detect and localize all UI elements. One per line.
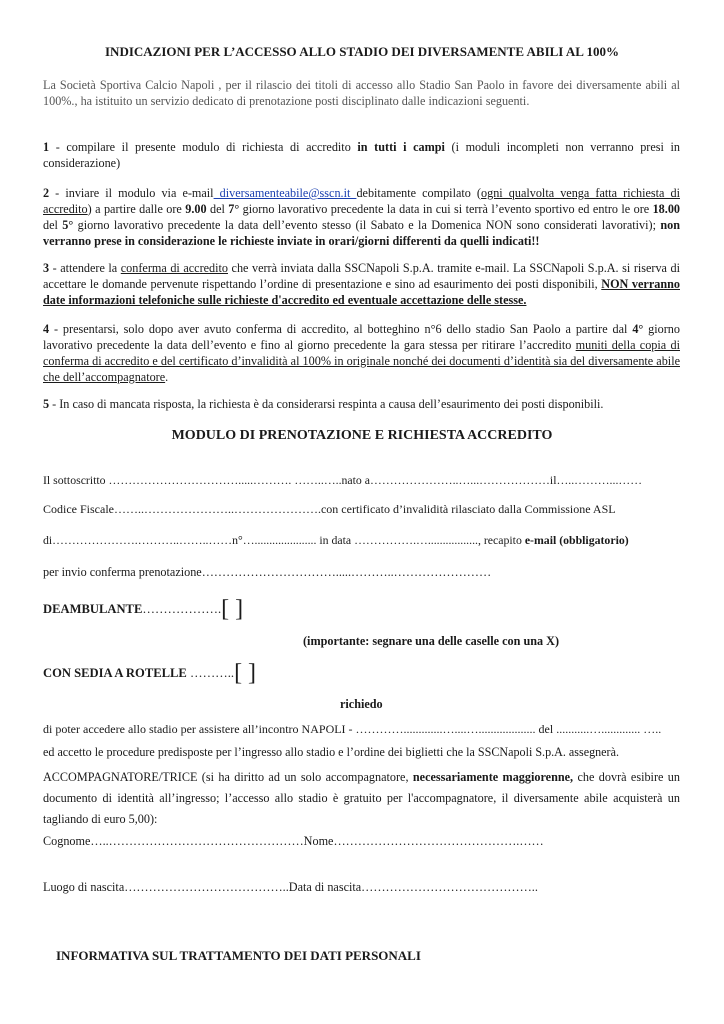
step-4: 4 - presentarsi, solo dopo aver avuto conferma di accredito, al botteghino n°6 dello stadio San Paolo a partire dal 4° giorno lavorativo precedente la data dell’evento e fino al giorno precedente la gara stessa per ritirare l’accredito muniti della copia di conferma di accredito e del certificato d’invalidità al 100% in originale nonché dei documenti d’identità sia del diversamente abile che dell’accompagnatore.: [43, 322, 680, 384]
field-cognome-nome[interactable]: Cognome…..…………………………………………Nome……………………………………….……: [43, 834, 544, 848]
accompagnatore-paragraph: ACCOMPAGNATORE/TRICE (si ha diritto ad un solo accompagnatore, necessariamente maggiorenne, che dovrà esibire un documento di identità all’ingresso; l’accesso allo stadio è gratuito per l'accompagnatore, il diversamente abile acquisterà un tagliando di euro 5,00):: [43, 770, 680, 826]
field-recapito[interactable]: di………………….………..……..……n°…..................... in data …………….…................., recapito e-mail (obbligatorio): [43, 533, 629, 547]
page-title: INDICAZIONI PER L’ACCESSO ALLO STADIO DEI DIVERSAMENTE ABILI AL 100%: [105, 44, 619, 59]
checkbox-sedia-rotelle[interactable]: [ ]: [234, 660, 257, 686]
form-title: MODULO DI PRENOTAZIONE E RICHIESTA ACCREDITO: [171, 428, 553, 443]
field-sottoscritto[interactable]: Il sottoscritto …………………………….....………. ……..…..nato a…………………..…...………………il…..………...……: [43, 473, 643, 487]
option-deambulante[interactable]: DEAMBULANTE……………….[ ]: [43, 596, 244, 622]
step-5: 5 - In caso di mancata risposta, la richiesta è da considerarsi respinta a causa dell’esaurimento dei posti disponibili.: [43, 397, 604, 411]
accept-line: ed accetto le procedure predisposte per l’ingresso allo stadio e l’ordine dei biglietti che la SSCNapoli S.p.A. assegnerà.: [43, 745, 619, 759]
option-sedia-rotelle[interactable]: CON SEDIA A ROTELLE ………..[ ]: [43, 660, 257, 686]
important-note: (importante: segnare una delle caselle con una X): [303, 634, 560, 648]
intro-paragraph: La Società Sportiva Calcio Napoli , per il rilascio dei titoli di accesso allo Stadio San Paolo in favore dei diversamente abili al 100%., ha istituito un servizio dedicato di prenotazione posti disciplinato dalle indicazioni seguenti.: [43, 78, 680, 108]
field-incontro[interactable]: di poter accedere allo stadio per assistere all’incontro NAPOLI - ………….............…....…................... del ...........…............. …..: [43, 722, 662, 736]
field-codice-fiscale[interactable]: Codice Fiscale……..…………………..………………….con certificato d’invalidità rilasciato dalla Commissione ASL: [43, 502, 616, 516]
checkbox-deambulante[interactable]: [ ]: [221, 596, 244, 622]
field-invio-conferma[interactable]: per invio conferma prenotazione…………………………….....………..……………………: [43, 565, 492, 579]
step-1: 1 - compilare il presente modulo di richiesta di accredito in tutti i campi (i moduli incompleti non verranno presi in considerazione): [43, 140, 680, 170]
field-luogo-data-nascita[interactable]: Luogo di nascita…………………………………..Data di nascita……………………………………..: [43, 880, 538, 894]
step-2: 2 - inviare il modulo via e-mail diversamenteabile@sscn.it debitamente compilato (ogni qualvolta venga fatta richiesta di accredito) a partire dalle ore 9.00 del 7° giorno lavorativo precedente la data in cui si terrà l’evento sportivo ed entro le ore 18.00 del 5° giorno lavorativo precedente la data dell’evento stesso (il Sabato e la Domenica NON sono considerati lavorativi); non verranno prese in considerazione le richieste inviate in orari/giorni differenti da quelli indicati!!: [43, 186, 681, 248]
informativa-title: INFORMATIVA SUL TRATTAMENTO DEI DATI PERSONALI: [56, 948, 421, 963]
richiedo-label: richiedo: [340, 697, 383, 711]
step-3: 3 - attendere la conferma di accredito che verrà inviata dalla SSCNapoli S.p.A. tramite e-mail. La SSCNapoli S.p.A. si riserva di accettare le domande pervenute rispettando l’ordine di presentazione e sino ad esaurimento dei posti disponibili, NON verranno date informazioni telefoniche sulle richieste d'accredito ed eventuale accettazione delle stesse.: [43, 261, 680, 307]
email-link[interactable]: diversamenteabile@sscn.it: [213, 186, 357, 200]
